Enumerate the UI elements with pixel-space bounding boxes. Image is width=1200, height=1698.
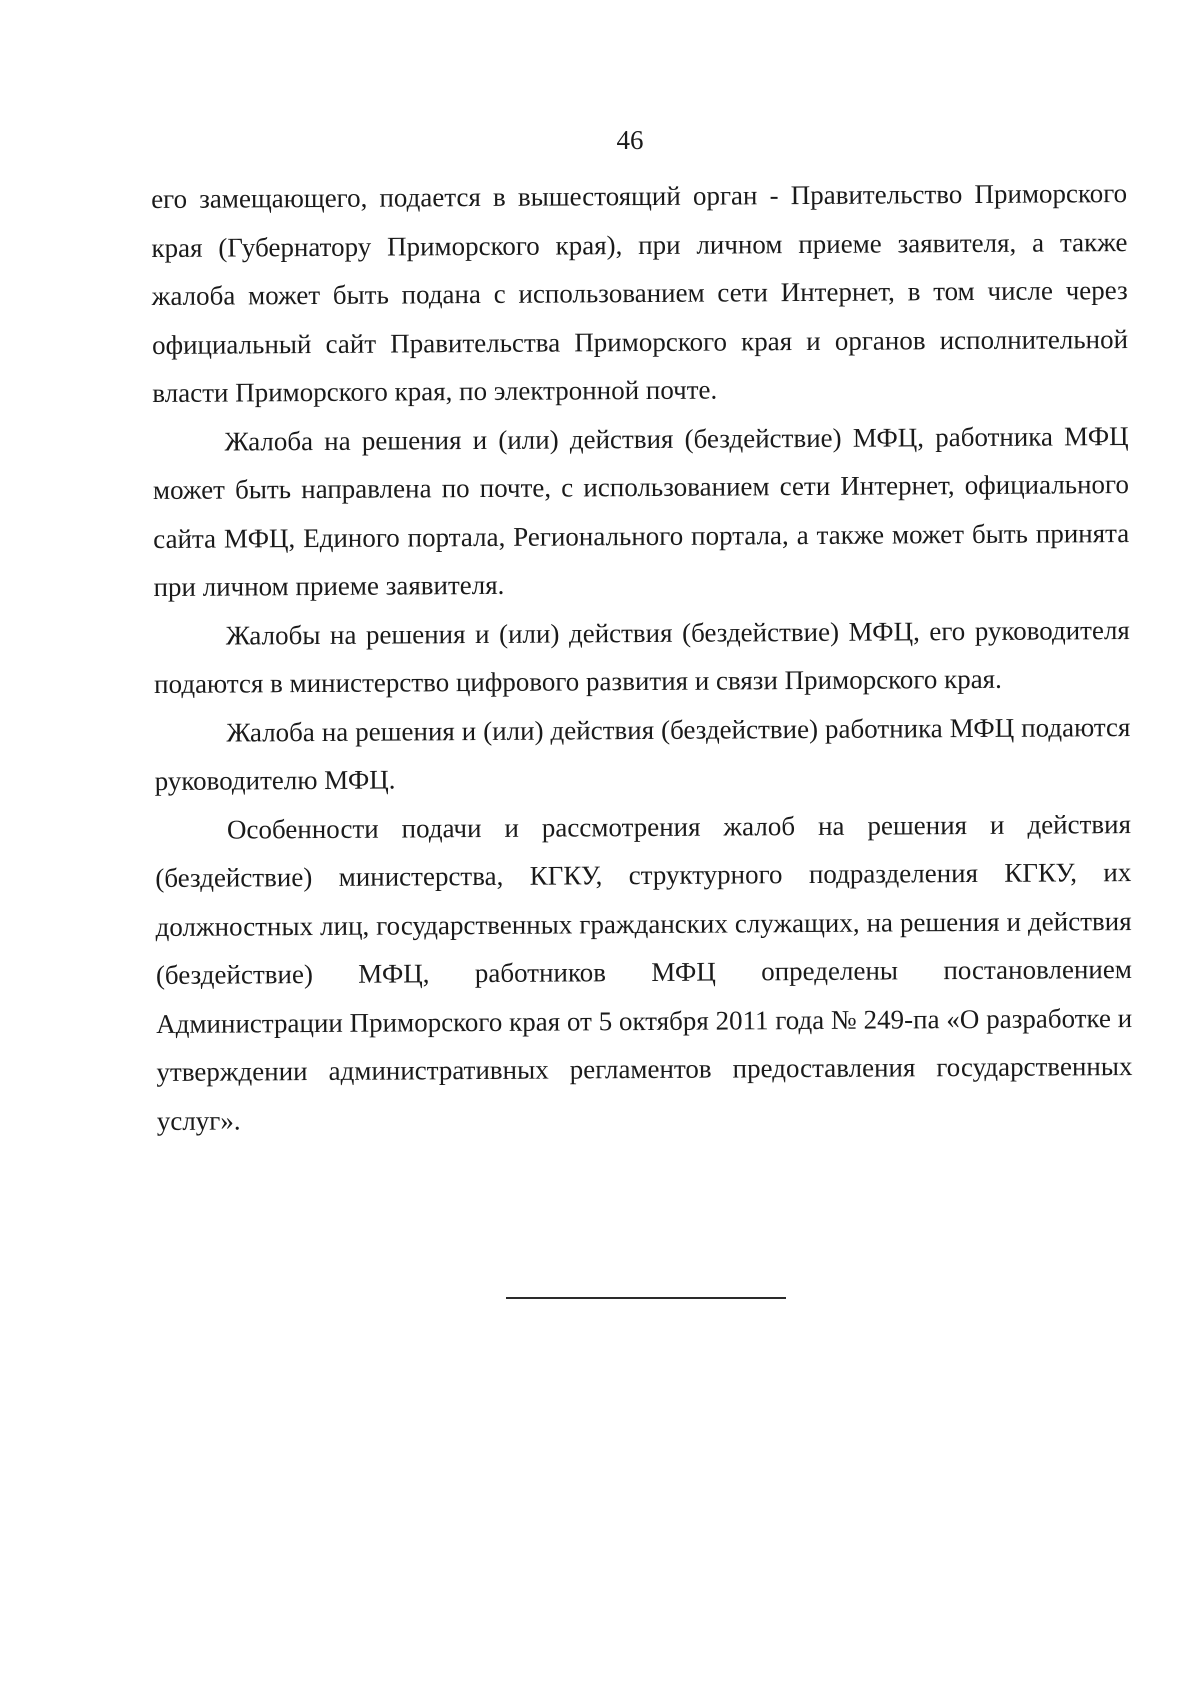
document-body [151, 169, 1133, 1145]
paragraph: Жалоба на решения и (или) действия (бездействие) работника МФЦ подаются руководителю МФЦ. [154, 711, 1131, 796]
end-of-document-rule [506, 1297, 786, 1299]
page-number: 46 [616, 125, 644, 155]
paragraph: Жалоба на решения и (или) действия (бездействие) МФЦ, работника МФЦ может быть направлена по почте, с использованием сети Интернет, официального сайта МФЦ, Единого портала, Регионального портала, а также может быть принята при личном приеме заявителя. [152, 420, 1130, 602]
paragraph: Особенности подачи и рассмотрения жалоб на решения и действия (бездействие) министерства, КГКУ, структурного подразделения КГКУ, их должностных лиц, государственных гражданских служащих, на решения и действия (бездействие) МФЦ, работников МФЦ определены постановлением Администрации Приморского края от 5 октября 2011 года № 249-па «О разработке и утверждении административных регламентов предоставления государственных услуг». [155, 808, 1133, 1136]
paragraph-continuation: его замещающего, подается в вышестоящий орган - Правительство Приморского края (Губернатору Приморского края), при личном приеме заявителя, а также жалоба может быть подана с использованием сети Интернет, в том числе через официальный сайт Правительства Приморского края и органов исполнительной власти Приморского края, по электронной почте. [151, 178, 1129, 408]
paragraph: Жалобы на решения и (или) действия (бездействие) МФЦ, его руководителя подаются в министерство цифрового развития и связи Приморского края. [154, 614, 1130, 699]
